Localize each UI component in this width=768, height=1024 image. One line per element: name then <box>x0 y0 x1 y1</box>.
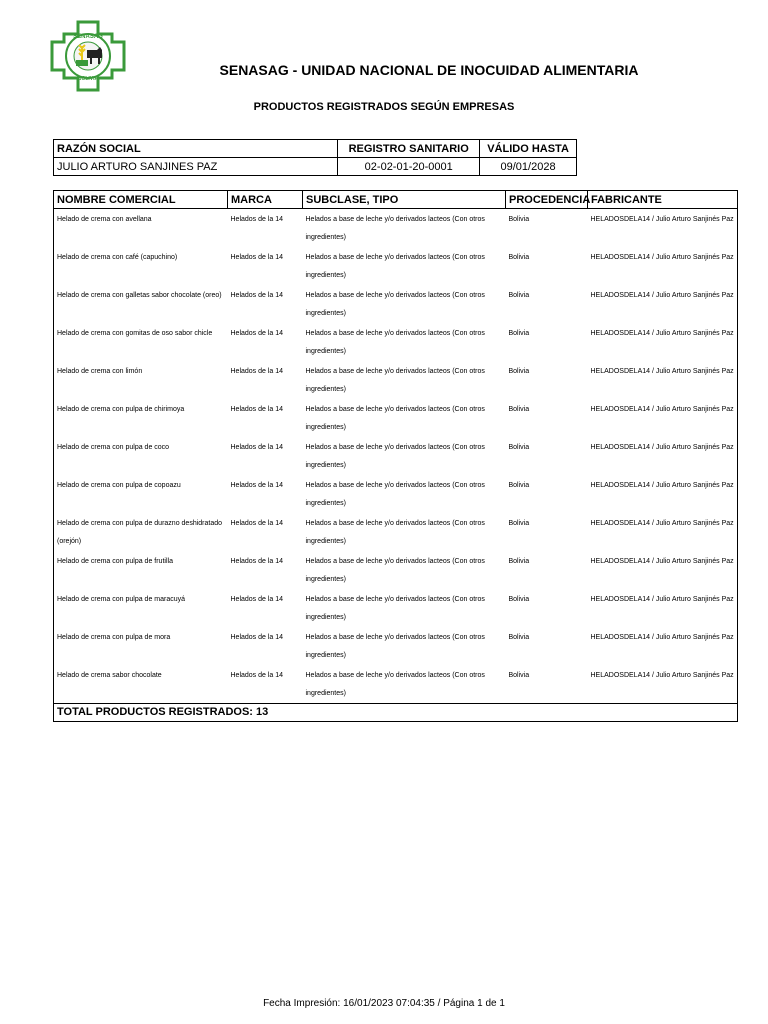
cell-procedencia: Bolivia <box>508 406 530 413</box>
valido-hasta-value: 09/01/2028 <box>480 158 577 176</box>
svg-text:BOLIVIA: BOLIVIA <box>77 76 99 82</box>
header-nombre-comercial: NOMBRE COMERCIAL <box>54 191 228 209</box>
cell-marca: Helados de la 14 <box>230 558 284 565</box>
cell-fabricante: HELADOSDELA14 / Julio Arturo Sanjinés Paz <box>590 444 734 451</box>
cell-subclase: Helados a base de leche y/o derivados lacteos (Con otros ingredientes) <box>305 254 485 279</box>
cell-fabricante: HELADOSDELA14 / Julio Arturo Sanjinés Paz <box>590 406 734 413</box>
document-subtitle: PRODUCTOS REGISTRADOS SEGÚN EMPRESAS <box>253 101 515 113</box>
cell-procedencia: Bolivia <box>508 596 530 603</box>
total-row <box>54 704 738 722</box>
cell-procedencia: Bolivia <box>508 330 530 337</box>
cell-fabricante: HELADOSDELA14 / Julio Arturo Sanjinés Paz <box>590 330 734 337</box>
cell-nombre: Helado de crema con pulpa de chirimoya <box>57 406 185 413</box>
header-razon-social: RAZÓN SOCIAL <box>54 140 338 158</box>
cell-fabricante: HELADOSDELA14 / Julio Arturo Sanjinés Paz <box>590 558 734 565</box>
cell-subclase: Helados a base de leche y/o derivados lacteos (Con otros ingredientes) <box>305 444 485 469</box>
cell-nombre: Helado de crema con gomitas de oso sabor chicle <box>57 330 213 337</box>
table-row <box>54 361 738 399</box>
cell-marca: Helados de la 14 <box>230 634 284 641</box>
cell-subclase: Helados a base de leche y/o derivados lacteos (Con otros ingredientes) <box>305 216 485 241</box>
cell-nombre: Helado de crema con galletas sabor chocolate (oreo) <box>57 292 222 299</box>
svg-text:SENASAG: SENASAG <box>73 34 103 40</box>
cell-procedencia: Bolivia <box>508 254 530 261</box>
cell-procedencia: Bolivia <box>508 292 530 299</box>
cell-marca: Helados de la 14 <box>230 444 284 451</box>
cell-fabricante: HELADOSDELA14 / Julio Arturo Sanjinés Paz <box>590 520 734 527</box>
cell-procedencia: Bolivia <box>508 634 530 641</box>
company-data-row <box>54 158 577 176</box>
table-row <box>54 399 738 437</box>
cell-marca: Helados de la 14 <box>230 292 284 299</box>
cell-nombre: Helado de crema con pulpa de coco <box>57 444 170 451</box>
products-table <box>53 190 738 722</box>
cell-fabricante: HELADOSDELA14 / Julio Arturo Sanjinés Paz <box>590 254 734 261</box>
cell-subclase: Helados a base de leche y/o derivados lacteos (Con otros ingredientes) <box>305 596 485 621</box>
cell-nombre: Helado de crema con avellana <box>57 216 152 223</box>
cell-nombre: Helado de crema sabor chocolate <box>57 672 162 679</box>
cell-subclase: Helados a base de leche y/o derivados lacteos (Con otros ingredientes) <box>305 672 485 697</box>
header-fabricante: FABRICANTE <box>588 191 738 209</box>
print-footer: Fecha Impresión: 16/01/2023 07:04:35 / Página 1 de 1 <box>263 998 505 1009</box>
table-row <box>54 285 738 323</box>
cell-fabricante: HELADOSDELA14 / Julio Arturo Sanjinés Paz <box>590 216 734 223</box>
table-row <box>54 475 738 513</box>
cell-subclase: Helados a base de leche y/o derivados lacteos (Con otros ingredientes) <box>305 406 485 431</box>
cell-fabricante: HELADOSDELA14 / Julio Arturo Sanjinés Paz <box>590 672 734 679</box>
cell-fabricante: HELADOSDELA14 / Julio Arturo Sanjinés Paz <box>590 292 734 299</box>
table-row <box>54 437 738 475</box>
table-row <box>54 665 738 704</box>
cell-fabricante: HELADOSDELA14 / Julio Arturo Sanjinés Paz <box>590 634 734 641</box>
cell-marca: Helados de la 14 <box>230 330 284 337</box>
cell-subclase: Helados a base de leche y/o derivados lacteos (Con otros ingredientes) <box>305 368 485 393</box>
senasag-logo <box>50 20 126 92</box>
cell-nombre: Helado de crema con pulpa de frutilla <box>57 558 173 565</box>
cell-marca: Helados de la 14 <box>230 406 284 413</box>
table-row <box>54 551 738 589</box>
cell-marca: Helados de la 14 <box>230 672 284 679</box>
cell-nombre: Helado de crema con pulpa de mora <box>57 634 171 641</box>
table-row <box>54 589 738 627</box>
cell-procedencia: Bolivia <box>508 672 530 679</box>
header-registro-sanitario: REGISTRO SANITARIO <box>338 140 480 158</box>
cell-nombre: Helado de crema con pulpa de copoazu <box>57 482 181 489</box>
cell-procedencia: Bolivia <box>508 558 530 565</box>
table-row <box>54 209 738 248</box>
table-row <box>54 627 738 665</box>
cell-fabricante: HELADOSDELA14 / Julio Arturo Sanjinés Paz <box>590 482 734 489</box>
table-row <box>54 513 738 551</box>
registro-sanitario-value: 02-02-01-20-0001 <box>338 158 480 176</box>
company-table <box>53 139 577 176</box>
cell-subclase: Helados a base de leche y/o derivados lacteos (Con otros ingredientes) <box>305 482 485 507</box>
cell-marca: Helados de la 14 <box>230 254 284 261</box>
cell-marca: Helados de la 14 <box>230 596 284 603</box>
cell-marca: Helados de la 14 <box>230 216 284 223</box>
cell-fabricante: HELADOSDELA14 / Julio Arturo Sanjinés Paz <box>590 596 734 603</box>
cell-marca: Helados de la 14 <box>230 520 284 527</box>
cell-subclase: Helados a base de leche y/o derivados lacteos (Con otros ingredientes) <box>305 558 485 583</box>
cell-procedencia: Bolivia <box>508 216 530 223</box>
header-marca: MARCA <box>228 191 303 209</box>
cell-subclase: Helados a base de leche y/o derivados lacteos (Con otros ingredientes) <box>305 634 485 659</box>
cell-procedencia: Bolivia <box>508 368 530 375</box>
total-products-label: TOTAL PRODUCTOS REGISTRADOS: 13 <box>54 704 738 722</box>
header-subclase-tipo: SUBCLASE, TIPO <box>303 191 506 209</box>
razon-social-value: JULIO ARTURO SANJINES PAZ <box>54 158 338 176</box>
cell-nombre: Helado de crema con café (capuchino) <box>57 254 178 261</box>
header-valido-hasta: VÁLIDO HASTA <box>480 140 577 158</box>
header-procedencia: PROCEDENCIA <box>506 191 588 209</box>
cell-nombre: Helado de crema con limón <box>57 368 143 375</box>
company-header-row <box>54 140 577 158</box>
cell-fabricante: HELADOSDELA14 / Julio Arturo Sanjinés Paz <box>590 368 734 375</box>
cell-marca: Helados de la 14 <box>230 368 284 375</box>
document-title: SENASAG - UNIDAD NACIONAL DE INOCUIDAD ALIMENTARIA <box>219 62 639 78</box>
cell-procedencia: Bolivia <box>508 482 530 489</box>
cell-procedencia: Bolivia <box>508 444 530 451</box>
products-header-row <box>54 191 738 209</box>
cell-subclase: Helados a base de leche y/o derivados lacteos (Con otros ingredientes) <box>305 330 485 355</box>
cell-procedencia: Bolivia <box>508 520 530 527</box>
cell-subclase: Helados a base de leche y/o derivados lacteos (Con otros ingredientes) <box>305 292 485 317</box>
table-row <box>54 247 738 285</box>
cell-nombre: Helado de crema con pulpa de durazno deshidratado (orejón) <box>57 520 223 545</box>
table-row <box>54 323 738 361</box>
cell-marca: Helados de la 14 <box>230 482 284 489</box>
cell-nombre: Helado de crema con pulpa de maracuyá <box>57 596 186 603</box>
cell-subclase: Helados a base de leche y/o derivados lacteos (Con otros ingredientes) <box>305 520 485 545</box>
